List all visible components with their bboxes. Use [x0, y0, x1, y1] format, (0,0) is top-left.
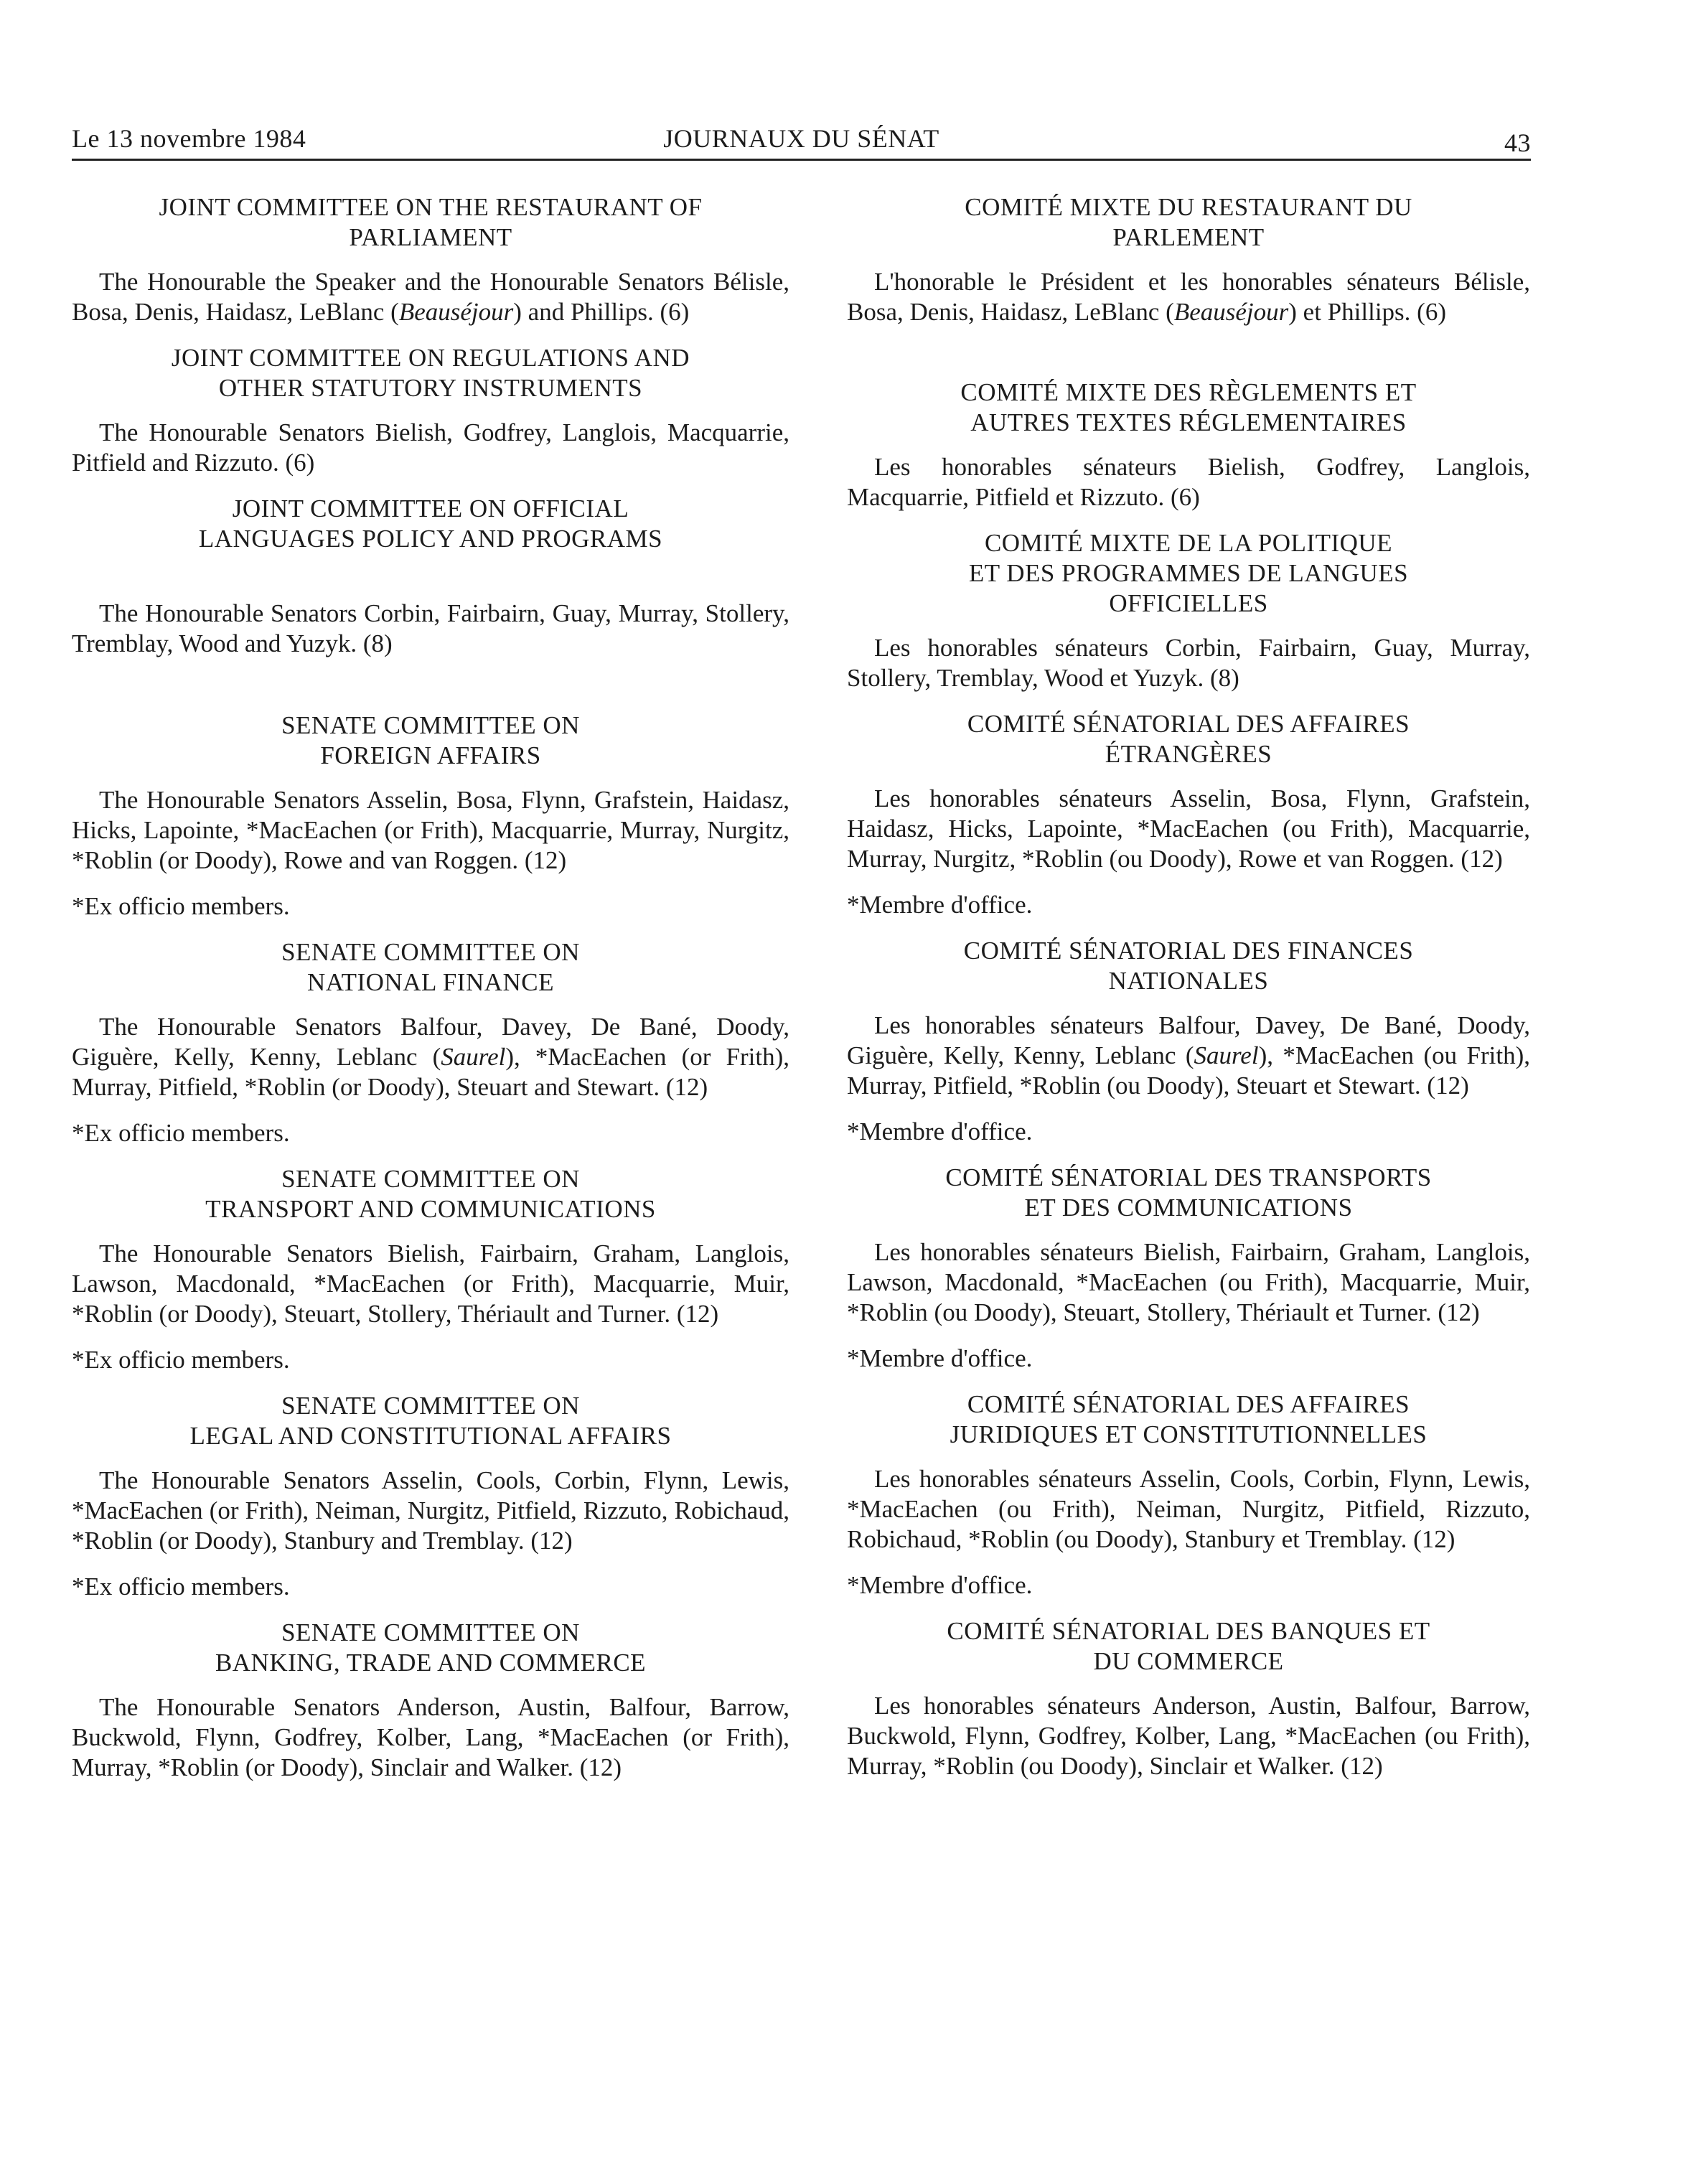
committee-heading-line: SENATE COMMITTEE ON — [281, 938, 580, 966]
committee-members: The Honourable the Speaker and the Honourable Senators Bélisle, Bosa, Denis, Haidasz, LeBlanc (Beauséjour) and Phillips. (6) — [72, 268, 789, 326]
committee-heading — [72, 937, 789, 998]
committee-heading-line: ET DES COMMUNICATIONS — [1024, 1194, 1353, 1222]
committee-members: The Honourable Senators Corbin, Fairbairn, Guay, Murray, Stollery, Tremblay, Wood and Yuzyk. (8) — [72, 599, 789, 657]
committee-heading-line: SENATE COMMITTEE ON — [281, 1392, 580, 1420]
committee-heading-line: SENATE COMMITTEE ON — [281, 711, 580, 739]
committee-block — [72, 711, 789, 922]
committee-heading-line: JOINT COMMITTEE ON REGULATIONS AND — [171, 344, 690, 372]
committee-members: The Honourable Senators Anderson, Austin, Balfour, Barrow, Buckwold, Flynn, Godfrey, Kolber, Lang, *MacEachen (or Frith), Murray, *Roblin (or Doody), Sinclair and Walker. (12) — [72, 1693, 789, 1781]
committee-heading-line: COMITÉ MIXTE DES RÈGLEMENTS ET — [960, 378, 1417, 406]
committee-heading-line: BANKING, TRADE AND COMMERCE — [215, 1649, 647, 1677]
committee-heading — [847, 378, 1530, 438]
committee-block — [72, 343, 789, 478]
committee-heading-line: LANGUAGES POLICY AND PROGRAMS — [198, 525, 663, 553]
committee-heading-line: PARLEMENT — [1112, 223, 1265, 251]
committee-heading — [847, 936, 1530, 996]
committee-heading-line: OFFICIELLES — [1109, 589, 1268, 617]
ex-officio-note: *Ex officio members. — [72, 1119, 290, 1147]
committee-heading-line: JOINT COMMITTEE ON THE RESTAURANT OF — [159, 193, 703, 221]
committee-members: Les honorables sénateurs Corbin, Fairbairn, Guay, Murray, Stollery, Tremblay, Wood et Yuzyk. (8) — [847, 634, 1530, 692]
spacer — [847, 343, 1530, 378]
committee-block — [72, 1164, 789, 1375]
committee-members: Les honorables sénateurs Asselin, Bosa, Flynn, Grafstein, Haidasz, Hicks, Lapointe, *MacEachen (ou Frith), Macquarrie, Murray, Nurgitz, *Roblin (ou Doody), Rowe et van Roggen. (12) — [847, 784, 1530, 873]
committee-heading-line: DU COMMERCE — [1093, 1647, 1284, 1675]
committee-members: Les honorables sénateurs Bielish, Godfrey, Langlois, Macquarrie, Pitfield et Rizzuto. (6) — [847, 453, 1530, 511]
committee-members: The Honourable Senators Asselin, Cools, Corbin, Flynn, Lewis, *MacEachen (or Frith), Neiman, Nurgitz, Pitfield, Rizzuto, Robichaud, *Roblin (or Doody), Stanbury and Tremblay. (12) — [72, 1466, 789, 1555]
committee-heading-line: AUTRES TEXTES RÉGLEMENTAIRES — [970, 408, 1407, 436]
committee-heading-line: LEGAL AND CONSTITUTIONAL AFFAIRS — [189, 1422, 672, 1450]
header-date: Le 13 novembre 1984 — [72, 124, 306, 153]
committee-heading — [72, 192, 789, 253]
committee-heading — [72, 1164, 789, 1224]
committee-heading-line: FOREIGN AFFAIRS — [320, 741, 541, 769]
committee-heading-line: COMITÉ SÉNATORIAL DES TRANSPORTS — [945, 1163, 1432, 1191]
committee-heading-line: COMITÉ MIXTE DE LA POLITIQUE — [984, 529, 1393, 557]
ex-officio-note: *Membre d'office. — [847, 891, 1033, 919]
committee-heading-line: JURIDIQUES ET CONSTITUTIONNELLES — [950, 1420, 1427, 1448]
committee-heading — [72, 1391, 789, 1451]
committee-block — [847, 709, 1530, 920]
committee-heading — [847, 528, 1530, 619]
ex-officio-note: *Membre d'office. — [847, 1571, 1033, 1599]
committee-members: Les honorables sénateurs Anderson, Austin, Balfour, Barrow, Buckwold, Flynn, Godfrey, Kolber, Lang, *MacEachen (ou Frith), Murray, *Roblin (ou Doody), Sinclair et Walker. (12) — [847, 1692, 1530, 1780]
committee-block — [72, 937, 789, 1148]
header-rule — [72, 159, 1531, 161]
committee-members: Les honorables sénateurs Asselin, Cools, Corbin, Flynn, Lewis, *MacEachen (ou Frith), Neiman, Nurgitz, Pitfield, Rizzuto, Robichaud, *Roblin (ou Doody), Stanbury et Tremblay. (12) — [847, 1465, 1530, 1553]
committee-heading — [72, 1618, 789, 1678]
french-column — [847, 192, 1530, 1797]
committee-heading — [847, 192, 1530, 253]
committee-heading-line: TRANSPORT AND COMMUNICATIONS — [205, 1195, 656, 1223]
english-column — [72, 192, 789, 1799]
ex-officio-note: *Membre d'office. — [847, 1344, 1033, 1372]
committee-heading-line: COMITÉ SÉNATORIAL DES AFFAIRES — [967, 1390, 1410, 1418]
committee-heading — [72, 343, 789, 403]
committee-heading-line: SENATE COMMITTEE ON — [281, 1618, 580, 1646]
committee-heading-line: SENATE COMMITTEE ON — [281, 1165, 580, 1193]
committee-heading-line: COMITÉ SÉNATORIAL DES AFFAIRES — [967, 710, 1410, 738]
committee-heading-line: ET DES PROGRAMMES DE LANGUES — [968, 559, 1409, 587]
committee-block — [847, 1616, 1530, 1781]
committee-heading — [847, 1616, 1530, 1677]
committee-block — [72, 1618, 789, 1783]
committee-heading-line: NATIONAL FINANCE — [306, 968, 555, 996]
committee-block — [72, 1391, 789, 1602]
ex-officio-note: *Ex officio members. — [72, 892, 290, 920]
committee-members: L'honorable le Président et les honorables sénateurs Bélisle, Bosa, Denis, Haidasz, LeBlanc (Beauséjour) et Phillips. (6) — [847, 268, 1530, 326]
committee-block — [847, 1389, 1530, 1600]
committee-block — [847, 936, 1530, 1147]
page-header — [72, 121, 1531, 164]
committee-heading — [847, 1163, 1530, 1223]
ex-officio-note: *Ex officio members. — [72, 1573, 290, 1600]
committee-members: Les honorables sénateurs Balfour, Davey, De Bané, Doody, Giguère, Kelly, Kenny, Leblanc (Saurel), *MacEachen (ou Frith), Murray, Pitfield, *Roblin (ou Doody), Steuart et Stewart. (12) — [847, 1011, 1530, 1100]
committee-block — [847, 528, 1530, 693]
committee-heading-line: COMITÉ SÉNATORIAL DES FINANCES — [963, 937, 1414, 965]
header-title: JOURNAUX DU SÉNAT — [663, 124, 939, 153]
spacer — [72, 675, 789, 711]
ex-officio-note: *Ex officio members. — [72, 1346, 290, 1374]
committee-heading — [72, 711, 789, 771]
committee-heading-line: PARLIAMENT — [349, 223, 512, 251]
committee-heading — [847, 709, 1530, 769]
committee-heading — [847, 1389, 1530, 1450]
committee-heading-line: JOINT COMMITTEE ON OFFICIAL — [232, 495, 629, 522]
committee-heading-line: OTHER STATUTORY INSTRUMENTS — [218, 374, 643, 402]
committee-members: The Honourable Senators Bielish, Godfrey, Langlois, Macquarrie, Pitfield and Rizzuto. (6) — [72, 418, 789, 477]
committee-heading-line: ÉTRANGÈRES — [1105, 740, 1272, 768]
page-number: 43 — [1504, 128, 1531, 157]
committee-members: Les honorables sénateurs Bielish, Fairbairn, Graham, Langlois, Lawson, Macdonald, *MacEachen (ou Frith), Macquarrie, Muir, *Roblin (ou Doody), Steuart, Stollery, Thériault et Turner. (12) — [847, 1238, 1530, 1326]
committee-members: The Honourable Senators Balfour, Davey, De Bané, Doody, Giguère, Kelly, Kenny, Leblanc (Saurel), *MacEachen (or Frith), Murray, Pitfield, *Roblin (or Doody), Steuart and Stewart. (12) — [72, 1013, 789, 1101]
ex-officio-note: *Membre d'office. — [847, 1117, 1033, 1145]
committee-block — [847, 192, 1530, 327]
committee-heading-line: COMITÉ SÉNATORIAL DES BANQUES ET — [947, 1617, 1430, 1645]
committee-block — [847, 378, 1530, 512]
committee-block — [72, 494, 789, 659]
committee-heading-line: NATIONALES — [1108, 967, 1269, 995]
committee-heading-line: COMITÉ MIXTE DU RESTAURANT DU — [965, 193, 1412, 221]
committee-members: The Honourable Senators Asselin, Bosa, Flynn, Grafstein, Haidasz, Hicks, Lapointe, *MacEachen (or Frith), Macquarrie, Murray, Nurgitz, *Roblin (or Doody), Rowe and van Roggen. (12) — [72, 786, 789, 874]
committee-block — [847, 1163, 1530, 1374]
committee-heading — [72, 494, 789, 554]
committee-block — [72, 192, 789, 327]
committee-members: The Honourable Senators Bielish, Fairbairn, Graham, Langlois, Lawson, Macdonald, *MacEachen (or Frith), Macquarrie, Muir, *Roblin (or Doody), Steuart, Stollery, Thériault and Turner. (12) — [72, 1239, 789, 1328]
